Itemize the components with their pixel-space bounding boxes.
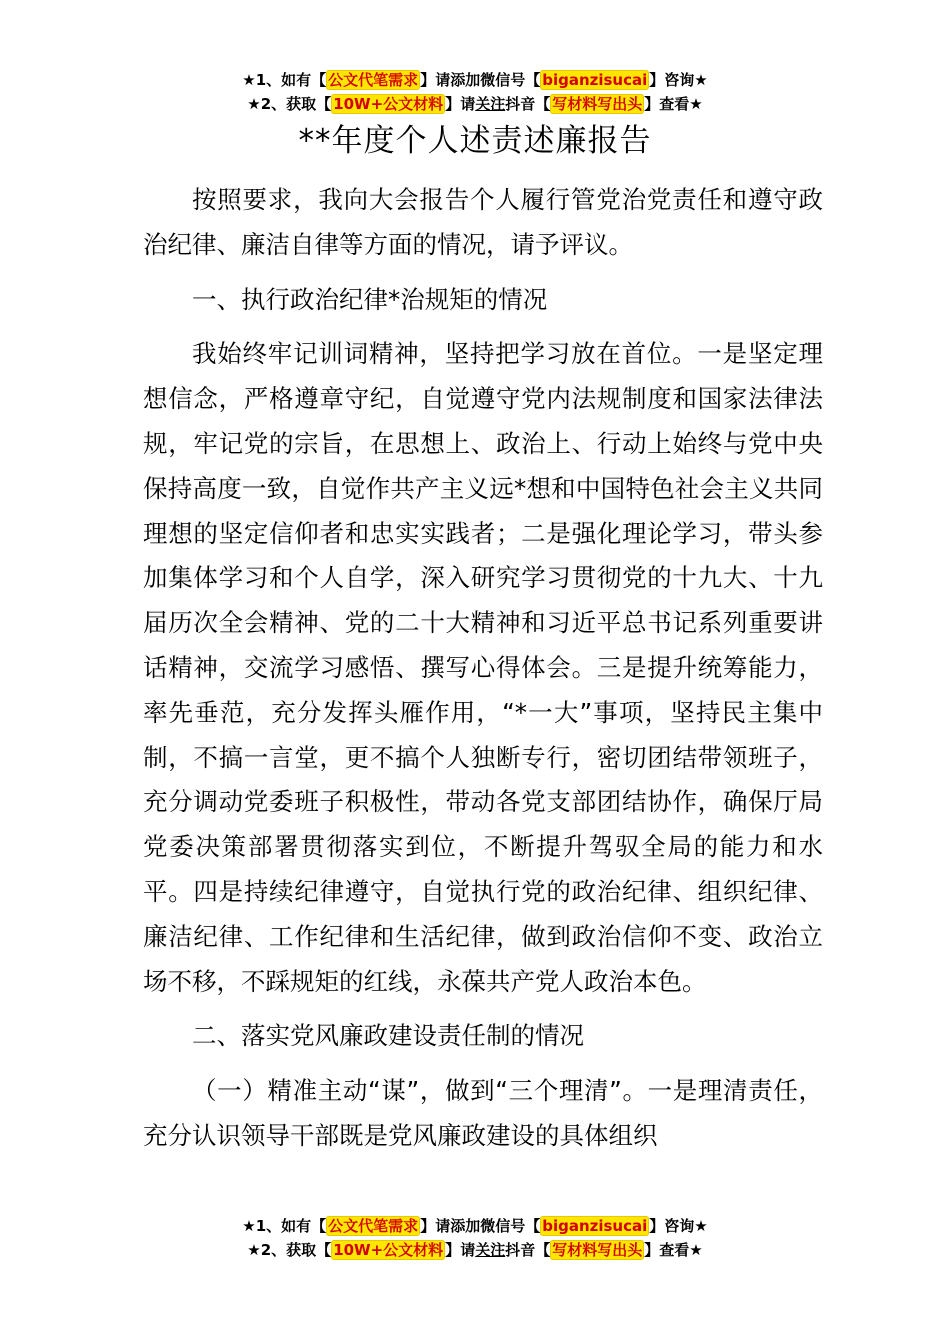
highlight-wechat-id: biganzisucai [542, 71, 648, 89]
promo-line-1: ★1、如有【 公文代笔需求 】请添加微信号【 biganzisucai 】咨询★ [242, 1217, 708, 1235]
document-body [143, 178, 823, 1169]
highlight-douyin-account: 写材料写出头 [552, 1241, 643, 1259]
underline-follow: 关注 [475, 1241, 506, 1259]
highlight-service: 公文代笔需求 [328, 1217, 419, 1235]
highlight-wechat-id: biganzisucai [542, 1217, 648, 1235]
promo-line-1: ★1、如有【 公文代笔需求 】请添加微信号【 biganzisucai 】咨询★ [242, 71, 708, 89]
promo-banner-bottom [0, 1214, 950, 1262]
section-heading-2: 二、落实党风廉政建设责任制的情况 [192, 1021, 584, 1051]
promo-banner-top [0, 68, 950, 116]
promo-line-2: ★2、获取【 10W+公文材料 】请关注抖音【 写材料写出头 】查看★ [247, 95, 703, 113]
promo-line-2: ★2、获取【 10W+公文材料 】请关注抖音【 写材料写出头 】查看★ [247, 1241, 703, 1259]
highlight-materials: 10W+公文材料 [333, 95, 444, 113]
highlight-douyin-account: 写材料写出头 [552, 95, 643, 113]
underline-follow: 关注 [475, 95, 506, 113]
section-heading-1: 一、执行政治纪律*治规矩的情况 [192, 284, 548, 314]
paragraph-section-1: 我始终牢记训词精神，坚持把学习放在首位。一是坚定理想信念，严格遵章守纪，自觉遵守党内法规制度和国家法律法规，牢记党的宗旨，在思想上、政治上、行动上始终与党中央保持高度一致，自觉作共产主义远*想和中国特色社会主义共同理想的坚定信仰者和忠实实践者；二是强化理论学习，带头参加集体学习和个人自学，深入研究学习贯彻党的十九大、十九届历次全会精神、党的二十大精神和习近平总书记系列重要讲话精神，交流学习感悟、撰写心得体会。三是提升统筹能力，率先垂范，充分发挥头雁作用，“*一大”事项，坚持民主集中制，不搞一言堂，更不搞个人独断专行，密切团结带领班子，充分调动党委班子积极性，带动各党支部团结协作，确保厅局党委决策部署贯彻落实到位，不断提升驾驭全局的能力和水平。四是持续纪律遵守，自觉执行党的政治纪律、组织纪律、廉洁纪律、工作纪律和生活纪律，做到政治信仰不变、政治立场不移，不踩规矩的红线，永葆共产党人政治本色。 [143, 339, 823, 996]
highlight-materials: 10W+公文材料 [333, 1241, 444, 1259]
paragraph-intro: 按照要求，我向大会报告个人履行管党治党责任和遵守政治纪律、廉洁自律等方面的情况，请予评议。 [143, 185, 823, 259]
paragraph-section-2: （一）精准主动“谋”，做到“三个理清”。一是理清责任，充分认识领导干部既是党风廉政建设的具体组织 [143, 1076, 823, 1150]
highlight-service: 公文代笔需求 [328, 71, 419, 89]
document-title: **年度个人述责述廉报告 [298, 123, 652, 159]
